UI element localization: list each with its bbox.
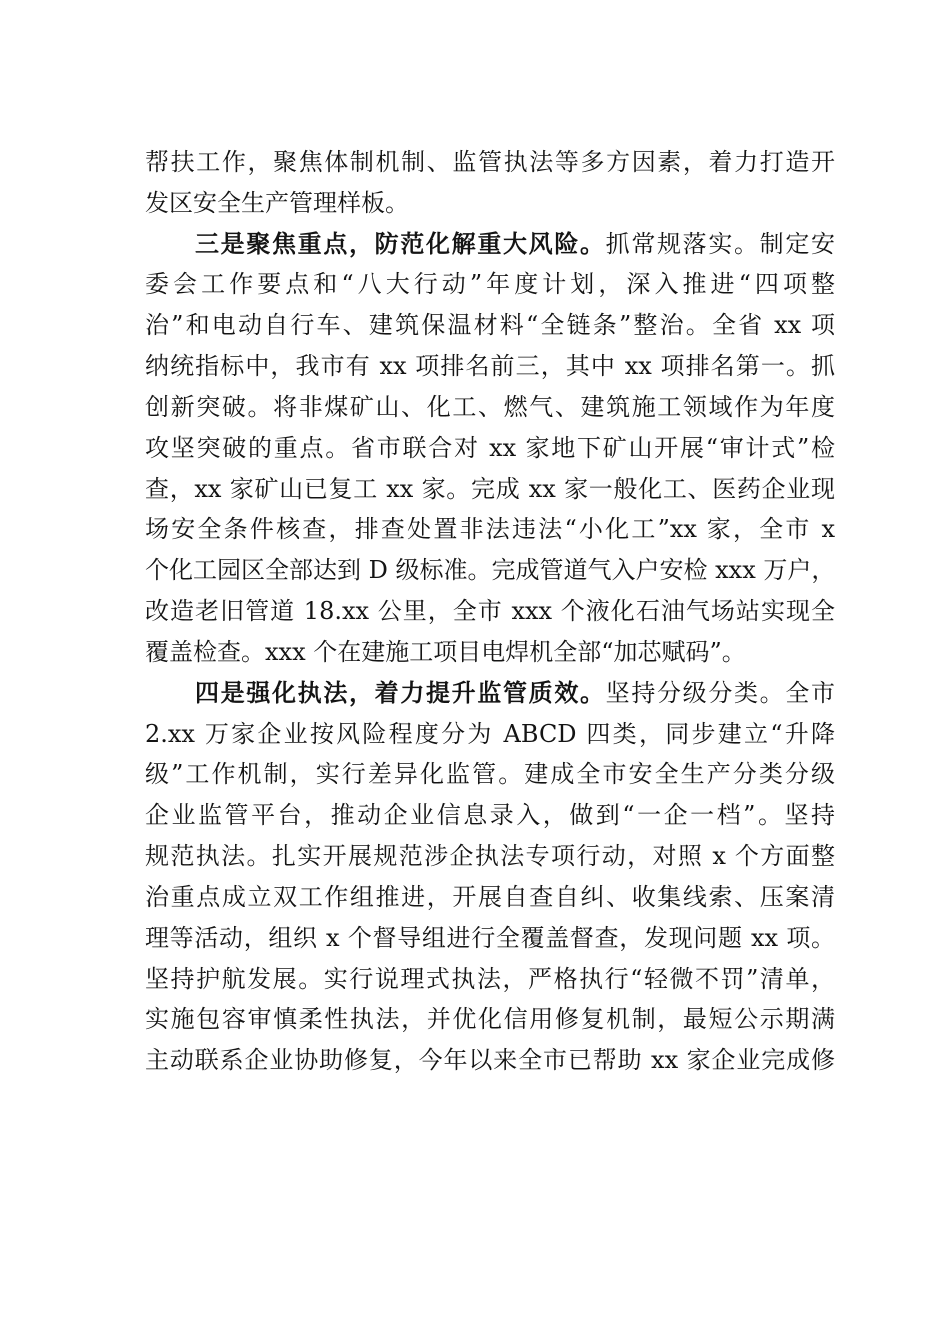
body-text: 实施包容审慎柔性执法，并优化信用修复机制，最短公示期满 <box>145 1005 835 1034</box>
text-line <box>145 428 835 469</box>
paragraph-intro-tail <box>145 142 835 224</box>
body-text: 覆盖检查。xxx 个在建施工项目电焊机全部“加芯赋码”。 <box>145 637 746 666</box>
section-heading: 三是聚焦重点，防范化解重大风险。 <box>195 228 606 258</box>
body-text: 级”工作机制，实行差异化监管。建成全市安全生产分类分级 <box>145 760 835 789</box>
text-line <box>145 305 835 346</box>
body-text: 场安全条件核查，排查处置非法违法“小化工”xx 家，全市 x <box>145 515 835 544</box>
paragraph-section-four <box>145 673 835 1081</box>
text-line <box>145 183 835 224</box>
body-text: 创新突破。将非煤矿山、化工、燃气、建筑施工领域作为年度 <box>145 392 835 421</box>
text-line <box>145 142 835 183</box>
body-text: 主动联系企业协助修复，今年以来全市已帮助 xx 家企业完成修 <box>145 1046 835 1075</box>
text-line <box>145 959 835 1000</box>
body-text: 治”和电动自行车、建筑保温材料“全链条”整治。全省 xx 项 <box>145 311 835 340</box>
text-line <box>145 754 835 795</box>
text-line <box>145 795 835 836</box>
document-body <box>145 142 835 1081</box>
text-line <box>145 509 835 550</box>
body-text: 纳统指标中，我市有 xx 项排名前三，其中 xx 项排名第一。抓 <box>145 352 835 381</box>
body-text: 理等活动，组织 x 个督导组进行全覆盖督查，发现问题 xx 项。 <box>145 923 835 952</box>
body-text: 攻坚突破的重点。省市联合对 xx 家地下矿山开展“审计式”检 <box>145 433 835 462</box>
text-line <box>145 264 835 305</box>
body-text: 帮扶工作，聚焦体制机制、监管执法等多方因素，着力打造开 <box>145 148 835 176</box>
text-line <box>145 591 835 632</box>
body-text: 委会工作要点和“八大行动”年度计划，深入推进“四项整 <box>145 270 835 299</box>
text-line <box>145 877 835 918</box>
body-text: 改造老旧管道 18.xx 公里，全市 xxx 个液化石油气场站实现全 <box>145 597 835 626</box>
text-line <box>145 714 835 755</box>
body-text: 治重点成立双工作组推进，开展自查自纠、收集线索、压案清 <box>145 882 835 911</box>
text-line <box>145 387 835 428</box>
text-line <box>145 999 835 1040</box>
body-text: 发区安全生产管理样板。 <box>145 188 409 217</box>
text-line <box>145 1040 835 1081</box>
body-text: 企业监管平台，推动企业信息录入，做到“一企一档”。坚持 <box>145 801 835 830</box>
body-text: 抓常规落实。制定安 <box>605 229 836 258</box>
text-line <box>145 673 835 714</box>
text-line <box>145 836 835 877</box>
paragraph-section-three <box>145 224 835 673</box>
text-line <box>145 469 835 510</box>
body-text: 个化工园区全部达到 D 级标准。完成管道气入户安检 xxx 万户， <box>145 556 836 585</box>
text-line <box>145 632 835 673</box>
body-text: 坚持护航发展。实行说理式执法，严格执行“轻微不罚”清单， <box>145 964 835 993</box>
body-text: 查，xx 家矿山已复工 xx 家。完成 xx 家一般化工、医药企业现 <box>145 474 835 503</box>
body-text: 规范执法。扎实开展规范涉企执法专项行动，对照 x 个方面整 <box>145 842 835 871</box>
body-text: 2.xx 万家企业按风险程度分为 ABCD 四类，同步建立“升降 <box>145 719 835 748</box>
text-line <box>145 550 835 591</box>
section-heading: 四是强化执法，着力提升监管质效。 <box>195 677 606 707</box>
text-line <box>145 346 835 387</box>
text-line <box>145 918 835 959</box>
body-text: 坚持分级分类。全市 <box>605 678 836 707</box>
text-line <box>145 224 835 265</box>
